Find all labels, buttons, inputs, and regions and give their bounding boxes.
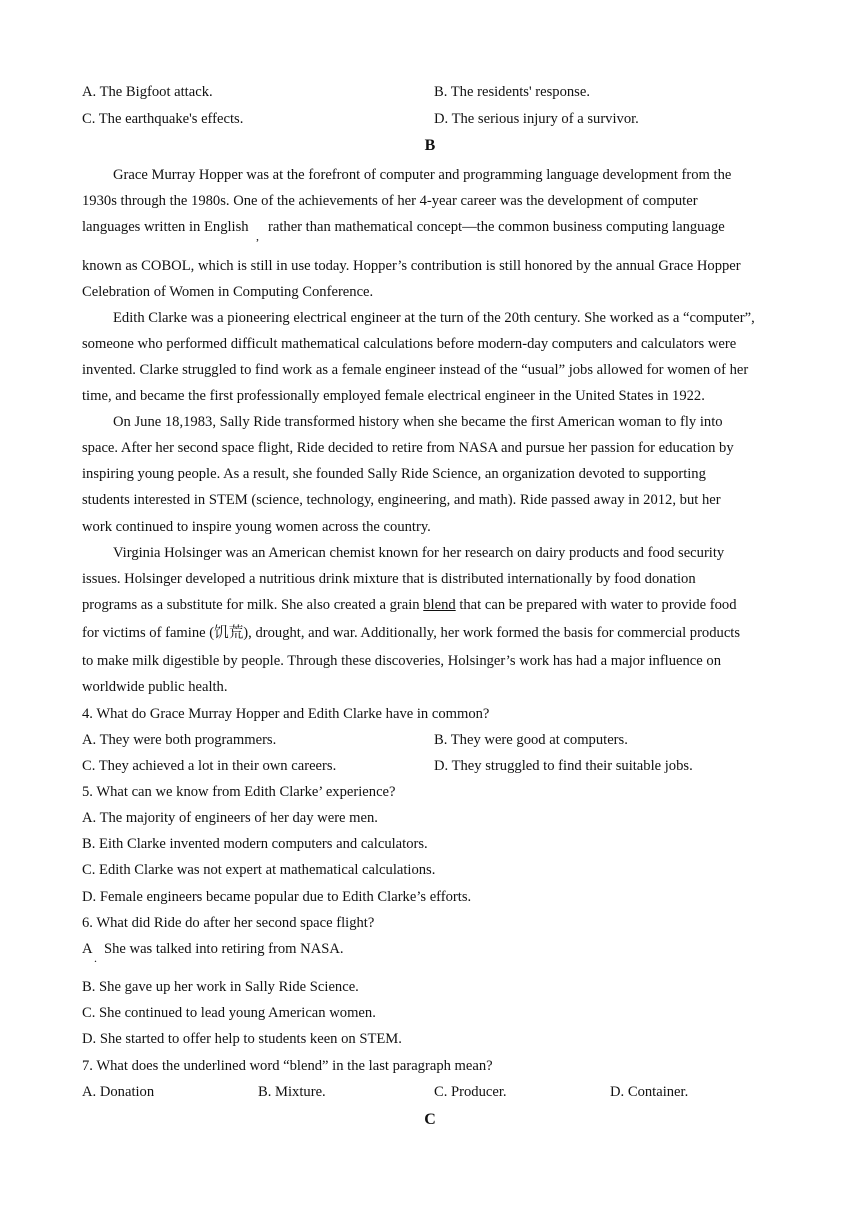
para3-line2: space. After her second space flight, Ride decided to retire from NASA and pursue her passion for education by (82, 440, 734, 456)
section-heading-b: B (424, 137, 436, 154)
para3-line4: students interested in STEM (science, technology, engineering, and math). Ride passed away in 2012, but her (82, 492, 721, 508)
q7-stem: 7. What does the underlined word “blend” in the last paragraph mean? (82, 1058, 493, 1074)
q7-option-b: B. Mixture. (258, 1084, 326, 1100)
q6-option-a-letter: A (82, 941, 93, 957)
q6-option-b: B. She gave up her work in Sally Ride Science. (82, 979, 359, 995)
para4-line5: to make milk digestible by people. Through these discoveries, Holsinger’s work has had a major influence on (82, 653, 722, 669)
para2-line1: Edith Clarke was a pioneering electrical engineer at the turn of the 20th century. She worked as a “computer”, (113, 310, 755, 326)
q7-option-c: C. Producer. (434, 1084, 507, 1100)
para1-stray-comma: , (256, 229, 259, 243)
para4-line4: for victims of famine (饥荒), drought, and war. Additionally, her work formed the basis for commercial products (82, 625, 741, 641)
para1-line3-start: languages written in English (82, 219, 249, 235)
q5-option-d: D. Female engineers became popular due to Edith Clarke’s efforts. (82, 889, 472, 905)
para4-line2: issues. Holsinger developed a nutritious drink mixture that is distributed internationally by food donation (82, 571, 696, 587)
para4-line3-start: programs as a substitute for milk. She also created a grain (82, 597, 424, 613)
q6-option-a-dot: . (94, 951, 97, 965)
para1-line4: known as COBOL, which is still in use today. Hopper’s contribution is still honored by the annual Grace Hopper (82, 258, 741, 274)
q5-stem: 5. What can we know from Edith Clarke’ experience? (82, 784, 396, 800)
underlined-word-blend: blend (423, 597, 456, 613)
para1-line3-end: rather than mathematical concept—the common business computing language (268, 219, 725, 235)
para4-line3-end: that can be prepared with water to provide food (455, 597, 737, 613)
para2-line4: time, and became the first professionally employed female electrical engineer in the United States in 1922. (82, 388, 705, 404)
q3-option-a: A. The Bigfoot attack. (82, 84, 213, 100)
q6-option-a-text: She was talked into retiring from NASA. (104, 941, 344, 957)
para3-line1: On June 18,1983, Sally Ride transformed history when she became the first American woman to fly into (113, 414, 723, 430)
q4-option-d: D. They struggled to find their suitable jobs. (434, 758, 693, 774)
para1-line2: 1930s through the 1980s. One of the achievements of her 4-year career was the development of computer (82, 193, 698, 209)
para4-line1: Virginia Holsinger was an American chemist known for her research on dairy products and food security (113, 545, 725, 561)
para4-line3 (82, 596, 782, 614)
para2-line2: someone who performed difficult mathematical calculations before modern-day computers and calculators were (82, 336, 737, 352)
para4-line6: worldwide public health. (82, 679, 228, 695)
q4-option-b: B. They were good at computers. (434, 732, 628, 748)
q6-stem: 6. What did Ride do after her second space flight? (82, 915, 375, 931)
section-heading-c: C (424, 1111, 436, 1128)
q4-stem: 4. What do Grace Murray Hopper and Edith Clarke have in common? (82, 706, 490, 722)
q7-option-a: A. Donation (82, 1084, 155, 1100)
q3-option-b: B. The residents' response. (434, 84, 590, 100)
para2-line3: invented. Clarke struggled to find work as a female engineer instead of the “usual” jobs allowed for women of her (82, 362, 749, 378)
q4-option-a: A. They were both programmers. (82, 732, 277, 748)
q6-option-d: D. She started to offer help to students keen on STEM. (82, 1031, 402, 1047)
para1-line5: Celebration of Women in Computing Conference. (82, 284, 374, 300)
q5-option-c: C. Edith Clarke was not expert at mathematical calculations. (82, 862, 436, 878)
q5-option-b: B. Eith Clarke invented modern computers and calculators. (82, 836, 428, 852)
q6-option-c: C. She continued to lead young American women. (82, 1005, 376, 1021)
q5-option-a: A. The majority of engineers of her day were men. (82, 810, 378, 826)
para1-line1: Grace Murray Hopper was at the forefront of computer and programming language development from the (113, 167, 732, 183)
q4-option-c: C. They achieved a lot in their own careers. (82, 758, 337, 774)
para3-line3: inspiring young people. As a result, she founded Sally Ride Science, an organization devoted to supporting (82, 466, 706, 482)
para3-line5: work continued to inspire young women across the country. (82, 519, 431, 535)
q3-option-c: C. The earthquake's effects. (82, 111, 244, 127)
q7-option-d: D. Container. (610, 1084, 689, 1100)
q3-option-d: D. The serious injury of a survivor. (434, 111, 639, 127)
